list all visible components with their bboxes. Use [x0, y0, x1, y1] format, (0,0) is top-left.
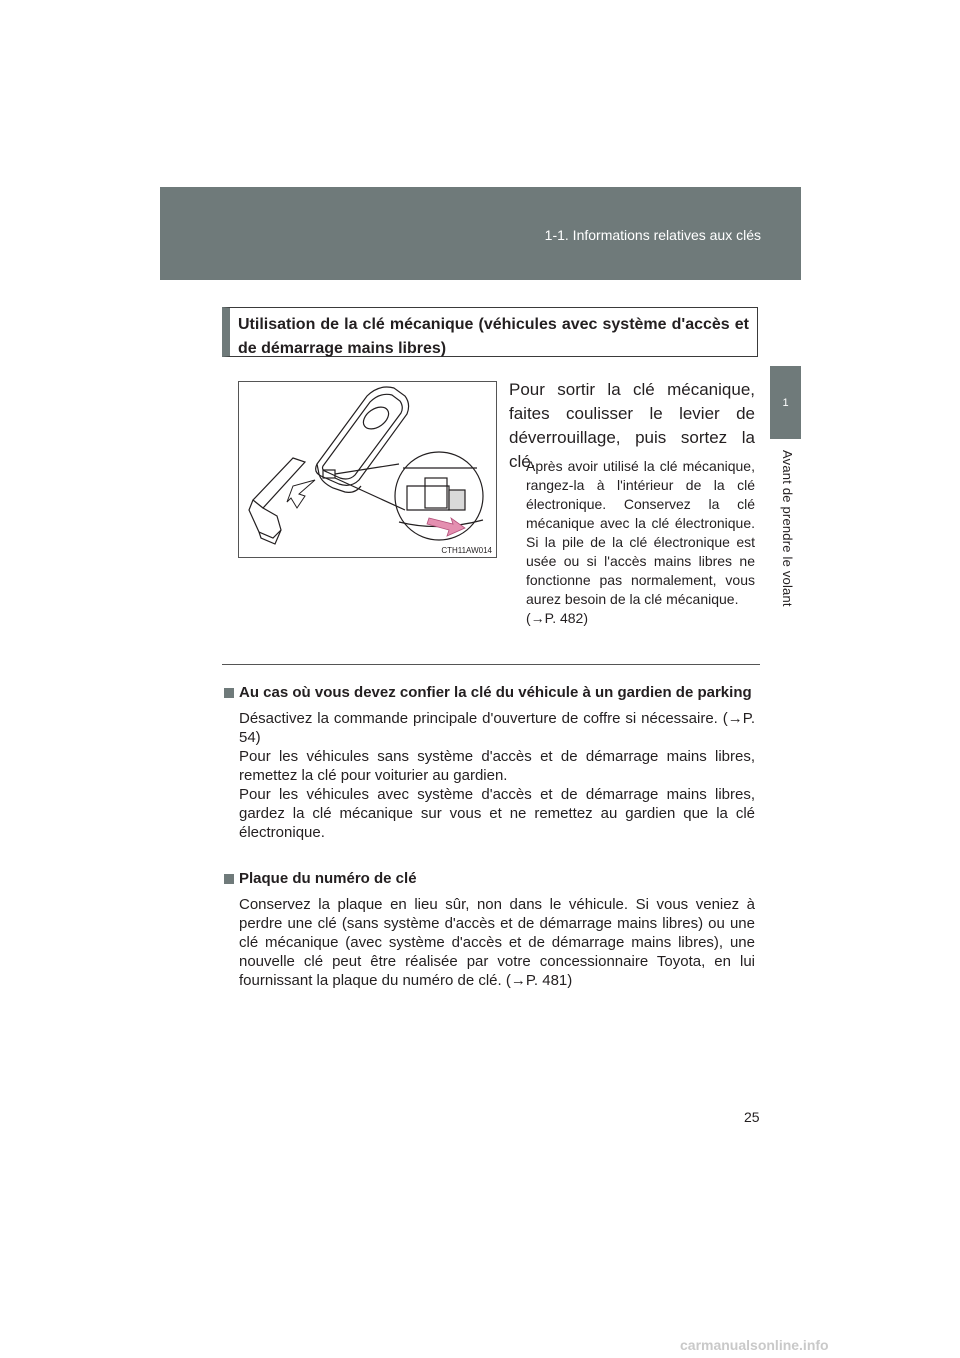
info-item-body	[224, 895, 755, 990]
info-item-title	[224, 869, 755, 889]
info-item-body	[224, 709, 755, 842]
square-bullet-icon	[224, 688, 234, 698]
chapter-tab	[770, 366, 801, 439]
info-item-title-text: Au cas où vous devez confier la clé du véhicule à un gardien de parking	[239, 684, 752, 701]
info-paragraph: Désactivez la commande principale d'ouverture de coffre si nécessaire. (→P. 54)	[239, 710, 755, 746]
watermark: carmanualsonline.info	[680, 1337, 829, 1353]
info-paragraph: Conservez la plaque en lieu sûr, non dans le véhicule. Si vous veniez à perdre une clé (sans système d'accès et de démarrage mains libres) ou une clé mécanique (avec système d'accès et de démarrage mains libres), une nouvelle clé peut être réalisée par votre concessionnaire Toyota, en lui fournissant la plaque du numéro de clé. (→P. 481)	[239, 896, 755, 989]
info-item-title	[224, 683, 755, 703]
note-paragraph	[526, 457, 755, 628]
page-number: 25	[744, 1109, 760, 1125]
section-divider	[222, 664, 760, 665]
info-item-valet	[224, 683, 755, 842]
header-band	[160, 187, 801, 280]
note-text: Après avoir utilisé la clé mécanique, rangez-la à l'intérieur de la clé électronique. Conservez la clé mécanique avec la clé électronique. Si la pile de la clé électronique est usée ou si l'accès mains libres ne fonctionne pas normalement, vous aurez besoin de la clé mécanique.	[526, 458, 755, 607]
illustration-code: CTH11AW014	[441, 546, 492, 555]
key-illustration	[238, 381, 497, 558]
info-paragraph: Pour les véhicules avec système d'accès et de démarrage mains libres, gardez la clé mécanique sur vous et ne remettez au gardien que la clé électronique.	[239, 786, 755, 841]
smart-key-drawing	[239, 382, 496, 557]
info-item-key-number-plate	[224, 869, 755, 990]
square-bullet-icon	[224, 874, 234, 884]
intro-paragraph: Pour sortir la clé mécanique, faites coulisser le levier de déverrouillage, puis sortez la clé.	[509, 380, 755, 471]
chapter-number: 1	[782, 397, 789, 409]
note-reference: (→P. 482)	[526, 610, 588, 626]
chapter-title: Avant de prendre le volant	[780, 450, 795, 607]
info-paragraph: Pour les véhicules sans système d'accès et de démarrage mains libres, remettez la clé pour voiturier au gardien.	[239, 748, 755, 784]
section-header-title: 1-1. Informations relatives aux clés	[544, 227, 761, 243]
section-title: Utilisation de la clé mécanique (véhicules avec système d'accès et de démarrage mains libres)	[238, 316, 749, 357]
info-item-title-text: Plaque du numéro de clé	[239, 870, 417, 887]
section-heading-box	[222, 307, 758, 357]
